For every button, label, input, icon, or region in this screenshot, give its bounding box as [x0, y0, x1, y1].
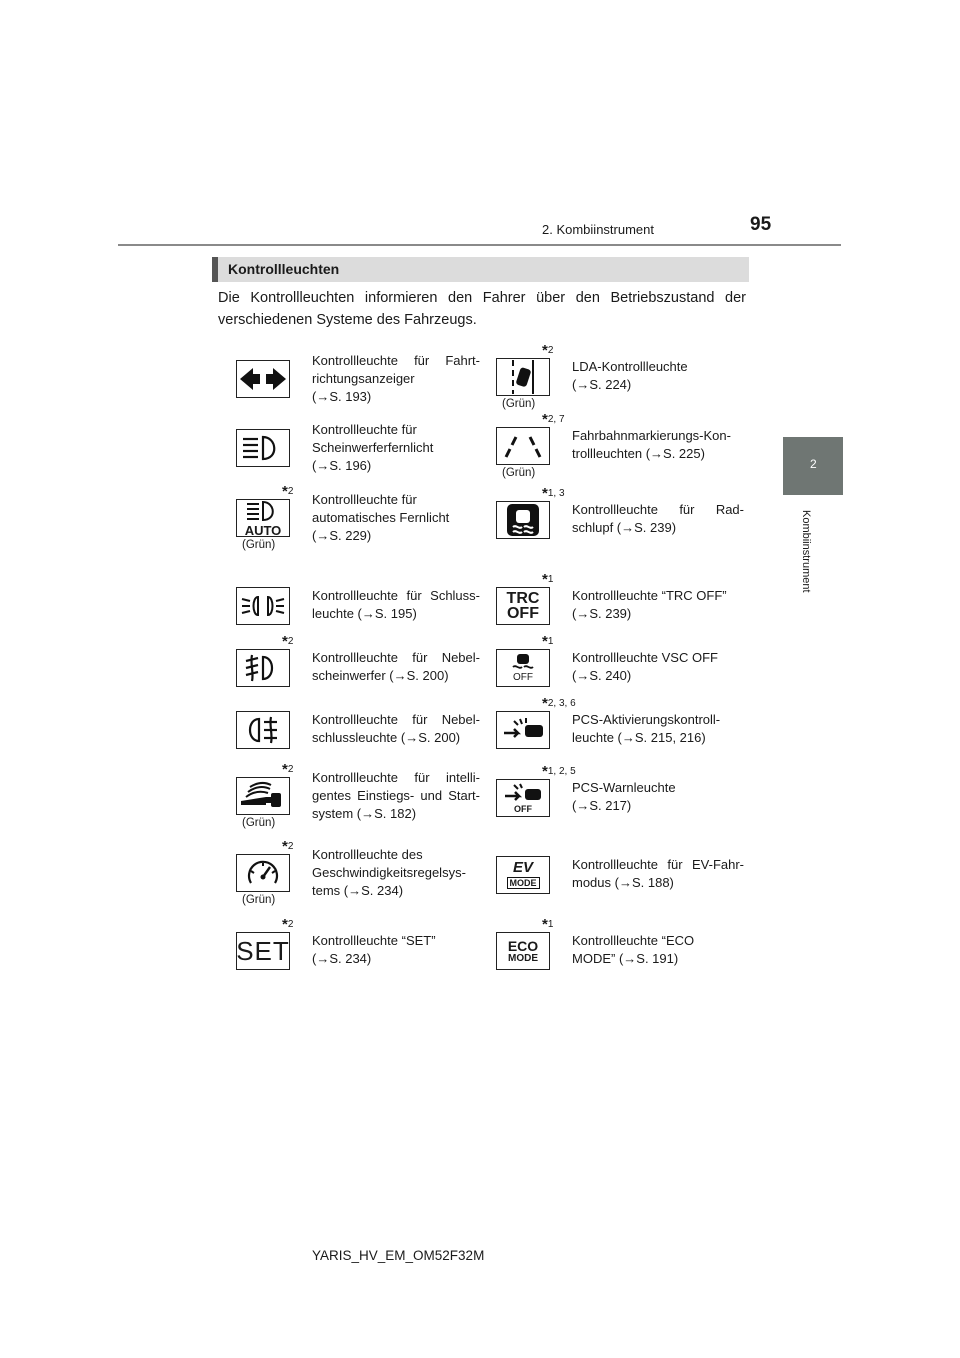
description-line: LDA-Kontrollleuchte [572, 359, 688, 374]
set-description [312, 932, 480, 968]
footnote-number: 2, 3, 6 [547, 698, 576, 709]
rear-fog-icon-box [236, 711, 290, 749]
lda-icon [509, 358, 537, 396]
front-fog-icon [239, 653, 287, 683]
green-color-label: (Grün) [502, 398, 536, 410]
chapter-tab [783, 437, 843, 495]
auto-high-beam-icon [237, 500, 289, 537]
description-line: schlussleuchte (→S. 200) [312, 730, 461, 745]
pcs-warning-icon [498, 783, 548, 814]
footnote-marker: *2 [282, 483, 294, 500]
description-line: (→S. 239) [572, 606, 632, 621]
ev-text: EV [512, 859, 533, 876]
lane-marking-icon [496, 431, 550, 461]
slip-description [572, 501, 744, 537]
footnote-marker: *2, 7 [542, 411, 565, 428]
pcs-active-description [572, 711, 744, 747]
description-line: Kontrollleuchte “TRC OFF” [572, 588, 727, 603]
ev-mode-description [572, 856, 744, 892]
page-number: 95 [750, 214, 772, 235]
eco-mode-description [572, 932, 744, 968]
footnote-number: 1 [547, 574, 554, 585]
description-line: Kontrollleuchte des [312, 847, 423, 862]
footnote-marker: *2 [282, 633, 294, 650]
turn-signal-icon-box [236, 360, 290, 398]
footnote-marker: *1 [542, 633, 554, 650]
footnote-number: 2 [287, 919, 294, 930]
description-line: (→S. 229) [312, 528, 372, 543]
vsc-off-description [572, 649, 744, 685]
header-rule [118, 244, 841, 246]
section-title: Kontrollleuchten [228, 261, 340, 277]
description-line: Kontrollleuchte VSC OFF [572, 650, 718, 665]
eco-text: ECO [507, 937, 539, 954]
chapter-tab-label: Kombiinstrument [800, 510, 812, 593]
description-line: automatisches Fernlicht [312, 510, 450, 525]
footnote-marker: *2 [282, 761, 294, 778]
footnote-number: 1, 2, 5 [547, 766, 576, 777]
footnote-number: 2, 7 [547, 414, 565, 425]
cruise-control-icon-box [236, 854, 290, 892]
eco-mode-icon [508, 939, 538, 964]
footnote-marker: *2 [542, 342, 554, 359]
running-header-section: 2. Kombiinstrument [542, 222, 654, 237]
footnote-marker: *1, 2, 5 [542, 763, 576, 780]
footnote-marker: *2 [282, 916, 294, 933]
off-text: OFF [506, 605, 539, 622]
high-beam-description [312, 421, 480, 475]
description-line: schlupf (→S. 239) [572, 520, 677, 535]
description-line: Kontrollleuchte für intelli- [312, 770, 480, 785]
turn-signal-icon [238, 365, 288, 393]
description-line: Kontrollleuchte “SET” [312, 933, 436, 948]
footnote-number: 2 [547, 345, 554, 356]
set-icon: SET [236, 935, 290, 966]
description-line: trollleuchten (→S. 225) [572, 446, 705, 461]
section-title-bar [212, 257, 749, 282]
vsc-off-icon-box [496, 649, 550, 687]
description-line: Kontrollleuchte für Nebel- [312, 712, 480, 727]
green-color-label: (Grün) [502, 467, 536, 479]
description-line: Scheinwerferfernlicht [312, 440, 434, 455]
description-line: PCS-Warnleuchte [572, 780, 676, 795]
pcs-warning-icon-box [496, 779, 550, 817]
pcs-warning-description [572, 779, 744, 815]
ev-mode-icon-box [496, 856, 550, 894]
lda-icon-box [496, 358, 550, 396]
footnote-number: 1 [547, 636, 554, 647]
pcs-active-icon-box [496, 711, 550, 749]
description-line: (→S. 240) [572, 668, 632, 683]
footnote-marker: *1, 3 [542, 485, 565, 502]
slip-icon-box [496, 501, 550, 539]
footnote-number: 1 [547, 919, 554, 930]
trc-off-icon [507, 591, 540, 621]
description-line: (→S. 196) [312, 458, 372, 473]
vsc-off-icon [510, 653, 536, 683]
footnote-marker: *2, 3, 6 [542, 695, 576, 712]
description-line: Kontrollleuchte für [312, 422, 417, 437]
description-line: Kontrollleuchte für Rad- [572, 502, 744, 517]
footnote-number: 2 [287, 486, 294, 497]
tail-light-icon-box [236, 587, 290, 625]
description-line: Kontrollleuchte für Nebel- [312, 650, 480, 665]
description-line: (→S. 224) [572, 377, 632, 392]
footnote-number: 2 [287, 841, 294, 852]
lda-description [572, 358, 744, 394]
rear-fog-description [312, 711, 480, 747]
pcs-active-icon [498, 715, 548, 745]
description-line: Geschwindigkeitsregelsys- [312, 865, 466, 880]
footnote-number: 2 [287, 764, 294, 775]
description-line: scheinwerfer (→S. 200) [312, 668, 449, 683]
high-beam-icon-box [236, 429, 290, 467]
slip-icon [506, 503, 540, 537]
description-line: system (→S. 182) [312, 806, 417, 821]
intro-paragraph: Die Kontrollleuchten informieren den Fahrer über den Betriebszustand der verschiedenen Systeme des Fahrzeugs. [218, 290, 746, 328]
description-line: leuchte (→S. 215, 216) [572, 730, 706, 745]
description-line: Kontrollleuchte für Fahrt- [312, 353, 480, 368]
eco-mode-icon-box [496, 932, 550, 970]
smart-key-icon-box [236, 777, 290, 815]
document-footer: YARIS_HV_EM_OM52F32M [312, 1248, 485, 1263]
description-line: (→S. 234) [312, 951, 372, 966]
high-beam-icon [239, 433, 287, 463]
front-fog-icon-box [236, 649, 290, 687]
smart-key-icon [238, 781, 288, 811]
footnote-number: 1, 3 [547, 488, 565, 499]
smart-key-description [312, 769, 480, 823]
footnote-number: 2 [287, 636, 294, 647]
auto-high-beam-description [312, 491, 480, 545]
lane-marking-icon-box [496, 427, 550, 465]
description-line: Kontrollleuchte für EV-Fahr- [572, 857, 744, 872]
footnote-marker: *1 [542, 916, 554, 933]
trc-text: TRC [506, 590, 540, 607]
description-line: Kontrollleuchte “ECO [572, 933, 695, 948]
description-line: richtungsanzeiger [312, 371, 415, 386]
trc-off-icon-box [496, 587, 550, 625]
green-color-label: (Grün) [242, 817, 276, 829]
description-line: Kontrollleuchte für [312, 492, 417, 507]
tail-light-description [312, 587, 480, 623]
cruise-control-icon [239, 857, 287, 889]
description-line: tems (→S. 234) [312, 883, 404, 898]
rear-fog-icon [239, 715, 287, 745]
ev-mode-icon [507, 861, 540, 889]
green-color-label: (Grün) [242, 894, 276, 906]
lane-marking-description [572, 427, 744, 463]
description-line: Fahrbahnmarkierungs-Kon- [572, 428, 731, 443]
description-line: (→S. 193) [312, 389, 372, 404]
off-text: OFF [513, 672, 533, 683]
footnote-marker: *1 [542, 571, 554, 588]
trc-off-description [572, 587, 744, 623]
off-text: OFF [514, 803, 532, 814]
tail-light-icon [239, 593, 287, 619]
mode-text: MODE [508, 952, 538, 964]
description-line: gentes Einstiegs- und Start- [312, 788, 480, 803]
description-line: PCS-Aktivierungskontroll- [572, 712, 721, 727]
front-fog-description [312, 649, 480, 685]
chapter-tab-number: 2 [810, 457, 817, 471]
turn-signal-description [312, 352, 480, 406]
description-line: (→S. 217) [572, 798, 632, 813]
auto-text: AUTO [244, 522, 282, 538]
description-line: leuchte (→S. 195) [312, 606, 417, 621]
auto-high-beam-icon-box [236, 499, 290, 537]
mode-text: MODE [507, 877, 540, 889]
footnote-marker: *2 [282, 838, 294, 855]
description-line: modus (→S. 188) [572, 875, 674, 890]
cruise-control-description [312, 846, 480, 900]
set-icon-box [236, 932, 290, 970]
description-line: Kontrollleuchte für Schluss- [312, 588, 480, 603]
description-line: MODE” (→S. 191) [572, 951, 679, 966]
green-color-label: (Grün) [242, 539, 276, 551]
